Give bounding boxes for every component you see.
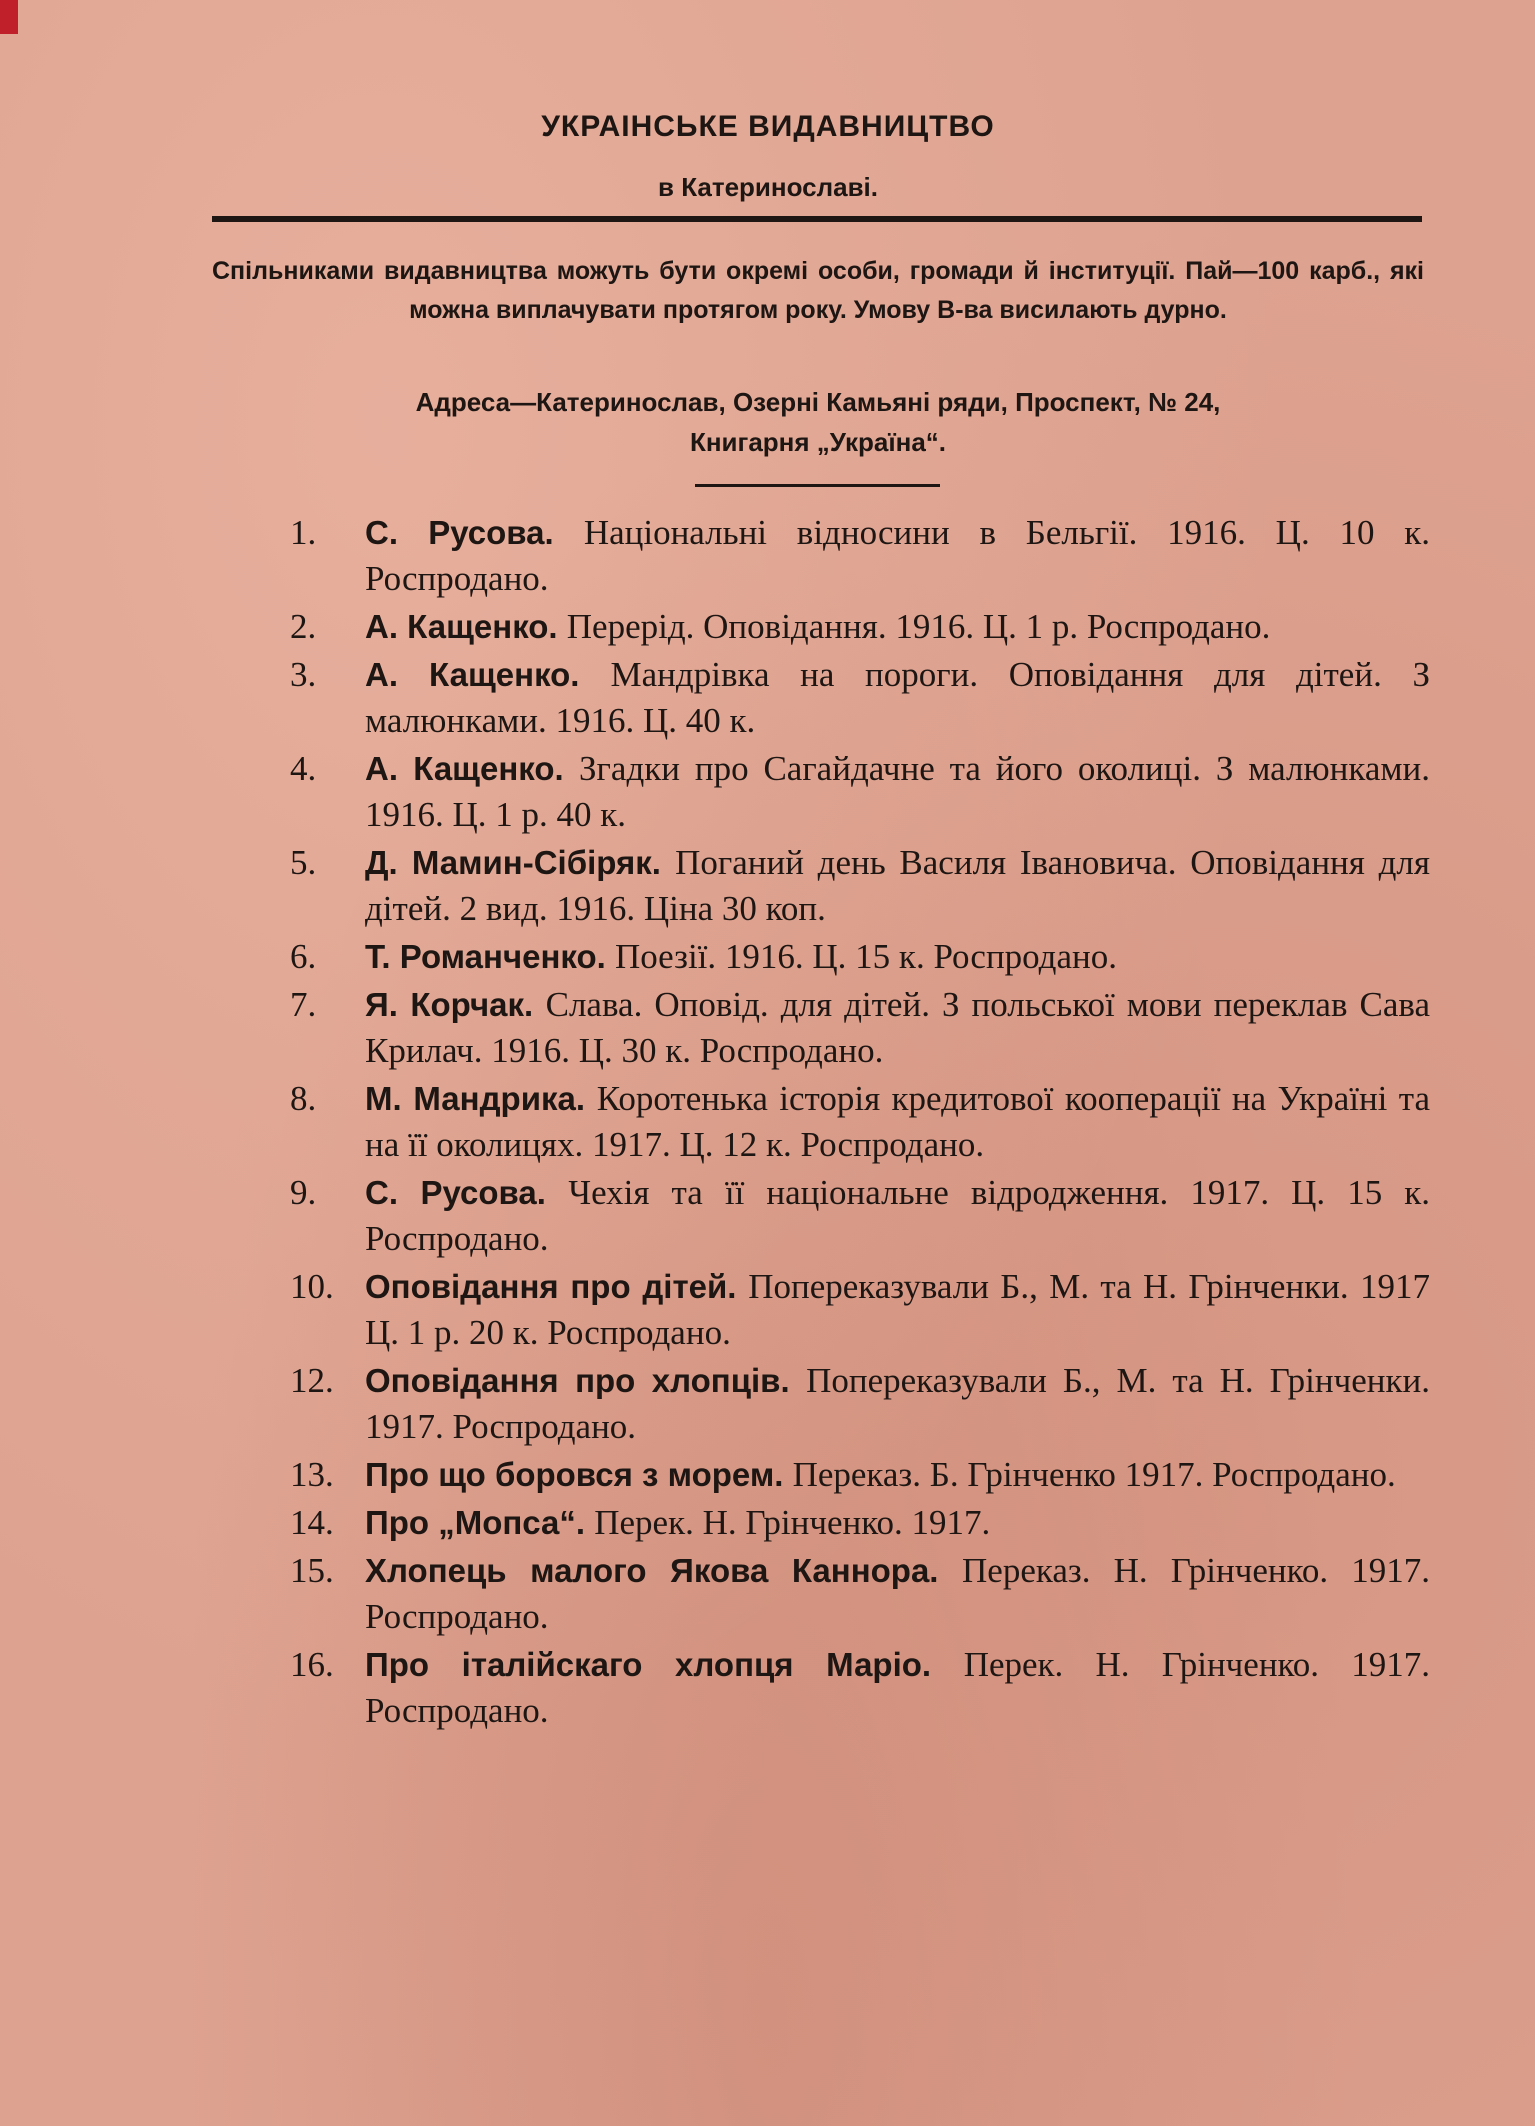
- book-item: [290, 652, 1430, 744]
- book-author: С. Русова.: [365, 1174, 569, 1211]
- book-item: [290, 982, 1430, 1074]
- book-item: [290, 840, 1430, 932]
- book-number: 5.: [290, 843, 317, 882]
- publisher-title: УКРАІНСЬКЕ ВИДАВНИЦТВО: [541, 110, 995, 143]
- book-description: Мандрівка на пороги. Оповідання для дітей. З малюнками. 1916. Ц. 40 к.: [365, 655, 1430, 740]
- book-number: 6.: [290, 937, 317, 976]
- book-author: А. Кащенко.: [365, 656, 611, 693]
- book-number: 10.: [290, 1267, 334, 1306]
- book-description: Перек. Н. Грінченко. 1917.: [594, 1503, 991, 1542]
- membership-notice: Спільниками видавництва можуть бути окремі особи, громади й інституції. Пай—100 карб., які можна виплачувати протягом року. Умову В-ва висилають дурно.: [212, 257, 1424, 324]
- book-item: [290, 1642, 1430, 1734]
- book-author: Т. Романченко.: [365, 938, 615, 975]
- book-number: 14.: [290, 1503, 334, 1542]
- book-description: Перерід. Оповідання. 1916. Ц. 1 р. Роспродано.: [566, 607, 1271, 646]
- book-number: 13.: [290, 1455, 334, 1494]
- book-item: [290, 1076, 1430, 1168]
- book-description: Попереказували Б., М. та Н. Грінченки. 1917 Ц. 1 р. 20 к. Роспродано.: [365, 1267, 1430, 1352]
- book-number: 4.: [290, 749, 317, 788]
- book-description: Національні відносини в Бельгії. 1916. Ц. 10 к. Роспродано.: [365, 513, 1430, 598]
- book-item: [290, 934, 1430, 980]
- header-divider: [212, 216, 1422, 222]
- book-author: А. Кащенко.: [365, 750, 580, 787]
- publisher-city: в Катеринославі.: [657, 172, 879, 202]
- address-line-2: Книгарня „Україна“.: [689, 427, 947, 457]
- book-number: 3.: [290, 655, 317, 694]
- book-author: Про „Мопса“.: [365, 1504, 595, 1541]
- book-number: 2.: [290, 607, 317, 646]
- book-item: [290, 746, 1430, 838]
- book-description: Поганий день Василя Івановича. Оповідання для дітей. 2 вид. 1916. Ціна 30 коп.: [365, 843, 1430, 928]
- book-author: С. Русова.: [365, 514, 584, 551]
- book-author: Про італійскаго хлопця Маріо.: [365, 1646, 964, 1683]
- book-number: 15.: [290, 1551, 334, 1590]
- address-line-1: Адреса—Катеринослав, Озерні Камьяні ряди, Проспект, № 24,: [415, 387, 1221, 417]
- book-description: Попереказували Б., М. та Н. Грінченки. 1917. Роспродано.: [365, 1361, 1430, 1446]
- book-author: А. Кащенко.: [365, 608, 567, 645]
- book-description: Слава. Оповід. для дітей. З польської мови переклав Сава Крилач. 1916. Ц. 30 к. Роспродано.: [365, 985, 1430, 1070]
- book-number: 8.: [290, 1079, 317, 1118]
- book-number: 9.: [290, 1173, 317, 1212]
- book-number: 7.: [290, 985, 317, 1024]
- book-number: 1.: [290, 513, 317, 552]
- address-block: [212, 382, 1424, 462]
- book-author: Оповідання про дітей.: [365, 1268, 749, 1305]
- book-number: 12.: [290, 1361, 334, 1400]
- red-corner-mark: [0, 0, 18, 34]
- book-description: Перек. Н. Грінченко. 1917. Роспродано.: [365, 1645, 1430, 1730]
- book-item: [290, 1452, 1430, 1498]
- book-item: [290, 1264, 1430, 1356]
- book-author: Д. Мамин-Сібіряк.: [365, 844, 676, 881]
- book-item: [290, 510, 1430, 602]
- book-item: [290, 1170, 1430, 1262]
- book-description: Коротенька історія кредитової кооперації на Україні та на її околицях. 1917. Ц. 12 к. Роспродано.: [365, 1079, 1430, 1164]
- book-author: Про що боровся з морем.: [365, 1456, 793, 1493]
- book-item: [290, 1500, 1430, 1546]
- book-description: Переказ. Н. Грінченко. 1917. Роспродано.: [365, 1551, 1430, 1636]
- address-divider: [695, 484, 940, 487]
- book-description: Згадки про Сагайдачне та його околиці. З малюнками. 1916. Ц. 1 р. 40 к.: [365, 749, 1430, 834]
- book-author: М. Мандрика.: [365, 1080, 597, 1117]
- book-description: Переказ. Б. Грінченко 1917. Роспродано.: [792, 1455, 1396, 1494]
- book-list: [290, 510, 1430, 1736]
- book-item: [290, 1358, 1430, 1450]
- book-item: [290, 1548, 1430, 1640]
- book-description: Поезії. 1916. Ц. 15 к. Роспродано.: [614, 937, 1117, 976]
- book-author: Хлопець малого Якова Каннора.: [365, 1552, 963, 1589]
- book-author: Я. Корчак.: [365, 986, 546, 1023]
- book-number: 16.: [290, 1645, 334, 1684]
- book-item: [290, 604, 1430, 650]
- book-description: Чехія та її національне відродження. 1917. Ц. 15 к. Роспродано.: [365, 1173, 1430, 1258]
- book-author: Оповідання про хлопців.: [365, 1362, 807, 1399]
